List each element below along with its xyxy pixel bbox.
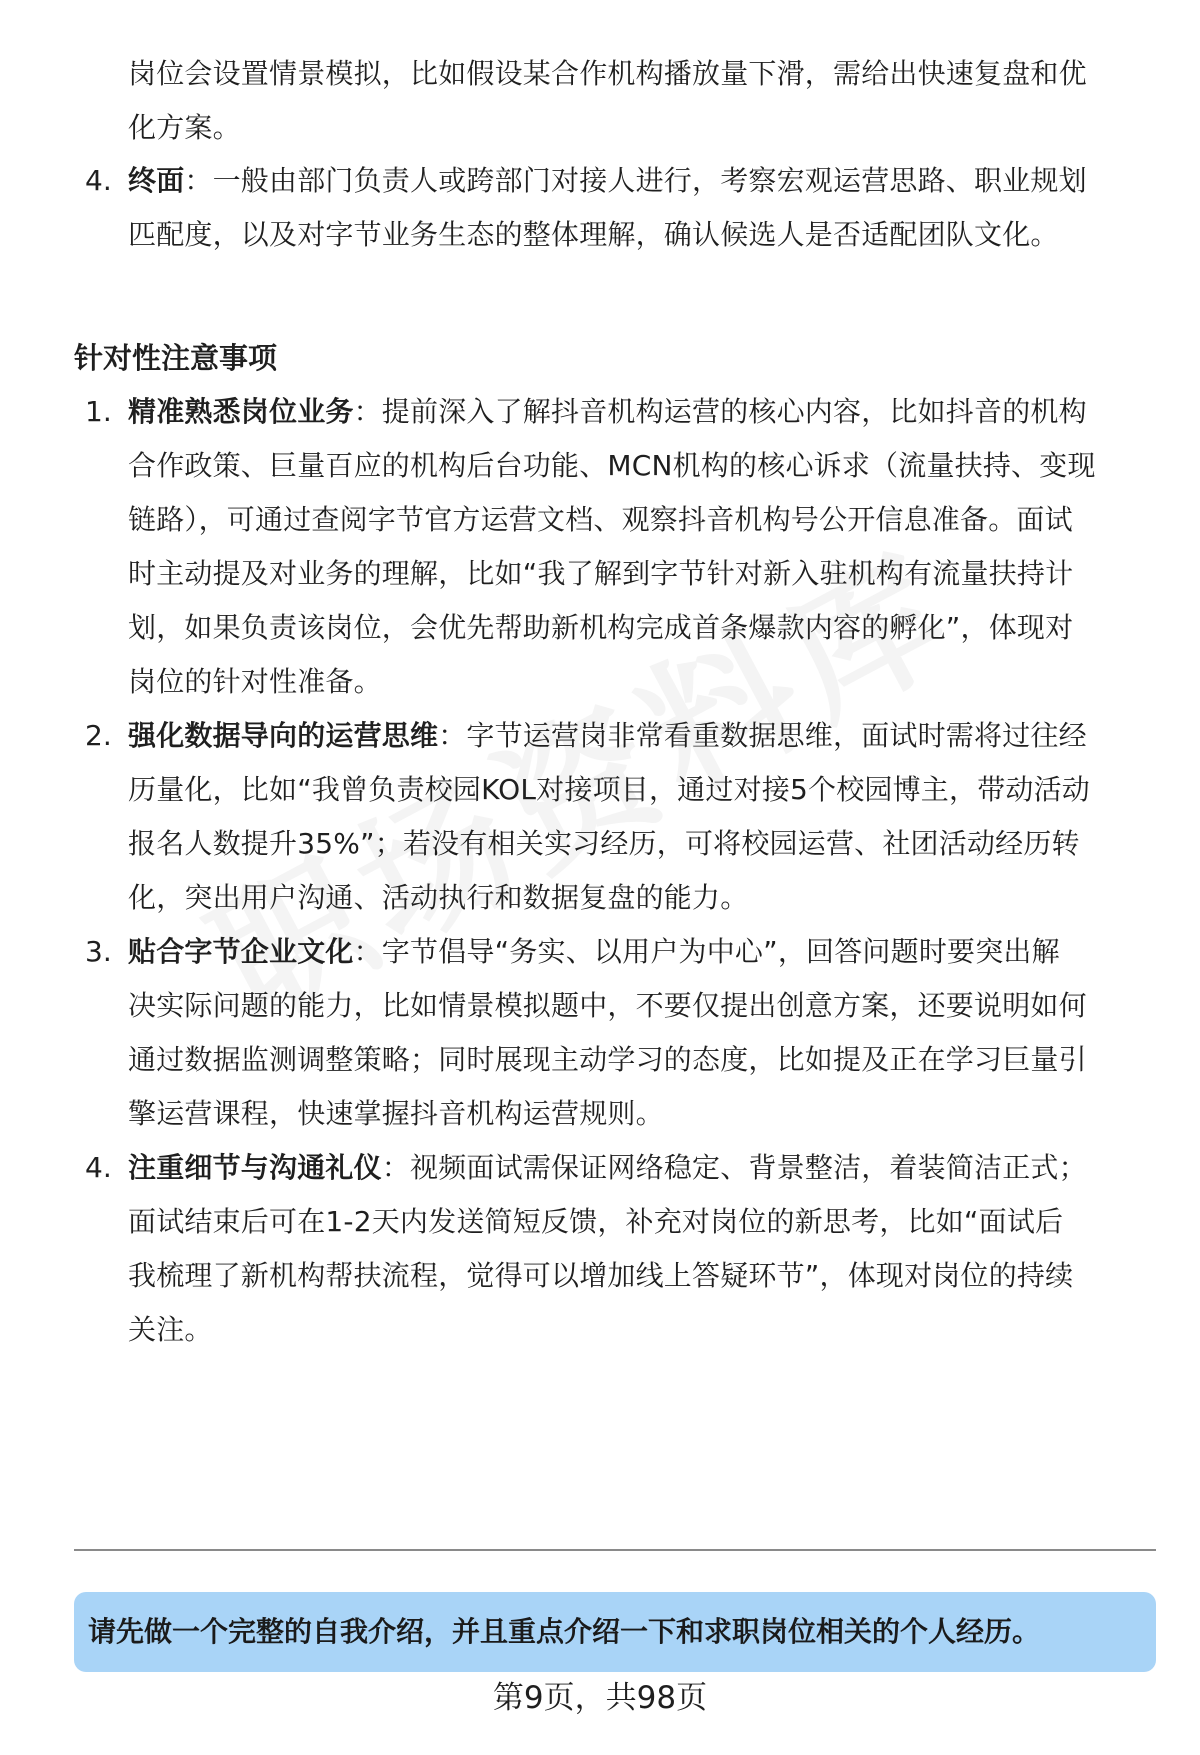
tip-4-line-3: 我梳理了新机构帮扶流程，觉得可以增加线上答疑环节”，体现对岗位的持续	[128, 1259, 1074, 1292]
tip-4-title: 注重细节与沟通礼仪	[128, 1151, 382, 1184]
tip-1-text-1: ：提前深入了解抖音机构运营的核心内容，比如抖音的机构	[353, 395, 1087, 428]
final-round-title: 终面	[128, 164, 185, 197]
tip-1-title: 精准熟悉岗位业务	[128, 395, 354, 428]
tip-1-line-3: 链路），可通过查阅字节官方运营文档、观察抖音机构号公开信息准备。面试	[128, 503, 1073, 536]
final-round-line-2: 匹配度，以及对字节业务生态的整体理解，确认候选人是否适配团队文化。	[128, 218, 1059, 251]
tip-2-text-1: ：字节运营岗非常看重数据思维，面试时需将过往经	[438, 719, 1087, 752]
section-heading: 针对性注意事项	[74, 341, 278, 375]
tip-3-number: 3.	[85, 935, 112, 968]
tip-3-line-1	[128, 932, 1060, 972]
question-text: 请先做一个完整的自我介绍，并且重点介绍一下和求职岗位相关的个人经历。	[88, 1615, 1041, 1648]
tip-2-title: 强化数据导向的运营思维	[128, 719, 439, 752]
final-round-text-1: ：一般由部门负责人或跨部门对接人进行，考察宏观运营思路、职业规划	[184, 164, 1087, 197]
tip-2-line-3: 报名人数提升35%”；若没有相关实习经历，可将校园运营、社团活动经历转	[128, 827, 1080, 860]
question-box	[74, 1592, 1156, 1672]
tip-3-title: 贴合字节企业文化	[128, 935, 354, 968]
tip-2-line-2: 历量化，比如“我曾负责校园KOL对接项目，通过对接5个校园博主，带动活动	[128, 773, 1090, 806]
tip-2-number: 2.	[85, 719, 112, 752]
tip-1-line-6: 岗位的针对性准备。	[128, 665, 382, 698]
tip-3-line-2: 决实际问题的能力，比如情景模拟题中，不要仅提出创意方案，还要说明如何	[128, 989, 1087, 1022]
tip-1-line-5: 划，如果负责该岗位，会优先帮助新机构完成首条爆款内容的孵化”，体现对	[128, 611, 1074, 644]
divider	[74, 1549, 1156, 1551]
intro-line-2: 化方案。	[128, 111, 241, 144]
tip-4-line-4: 关注。	[128, 1313, 213, 1346]
tip-2-line-1	[128, 716, 1087, 756]
final-round-line-1	[128, 161, 1087, 201]
page-number: 第9页，共98页	[492, 1680, 708, 1716]
tip-1-line-1	[128, 392, 1087, 432]
tip-1-line-2: 合作政策、巨量百应的机构后台功能、MCN机构的核心诉求（流量扶持、变现	[128, 449, 1096, 482]
tip-4-line-1	[128, 1148, 1087, 1188]
tip-2-line-4: 化，突出用户沟通、活动执行和数据复盘的能力。	[128, 881, 749, 914]
tip-3-text-1: ：字节倡导“务实、以用户为中心”，回答问题时要突出解	[353, 935, 1060, 968]
final-round-number: 4.	[85, 164, 112, 197]
tip-4-text-1: ：视频面试需保证网络稳定、背景整洁，着装简洁正式；	[381, 1151, 1087, 1184]
intro-line-1: 岗位会设置情景模拟，比如假设某合作机构播放量下滑，需给出快速复盘和优	[128, 57, 1087, 90]
tip-4-number: 4.	[85, 1151, 112, 1184]
tip-1-line-4: 时主动提及对业务的理解，比如“我了解到字节针对新入驻机构有流量扶持计	[128, 557, 1074, 590]
tip-4-line-2: 面试结束后可在1-2天内发送简短反馈，补充对岗位的新思考，比如“面试后	[128, 1205, 1064, 1238]
tip-1-number: 1.	[85, 395, 112, 428]
tip-3-line-4: 擎运营课程，快速掌握抖音机构运营规则。	[128, 1097, 664, 1130]
tip-3-line-3: 通过数据监测调整策略；同时展现主动学习的态度，比如提及正在学习巨量引	[128, 1043, 1087, 1076]
